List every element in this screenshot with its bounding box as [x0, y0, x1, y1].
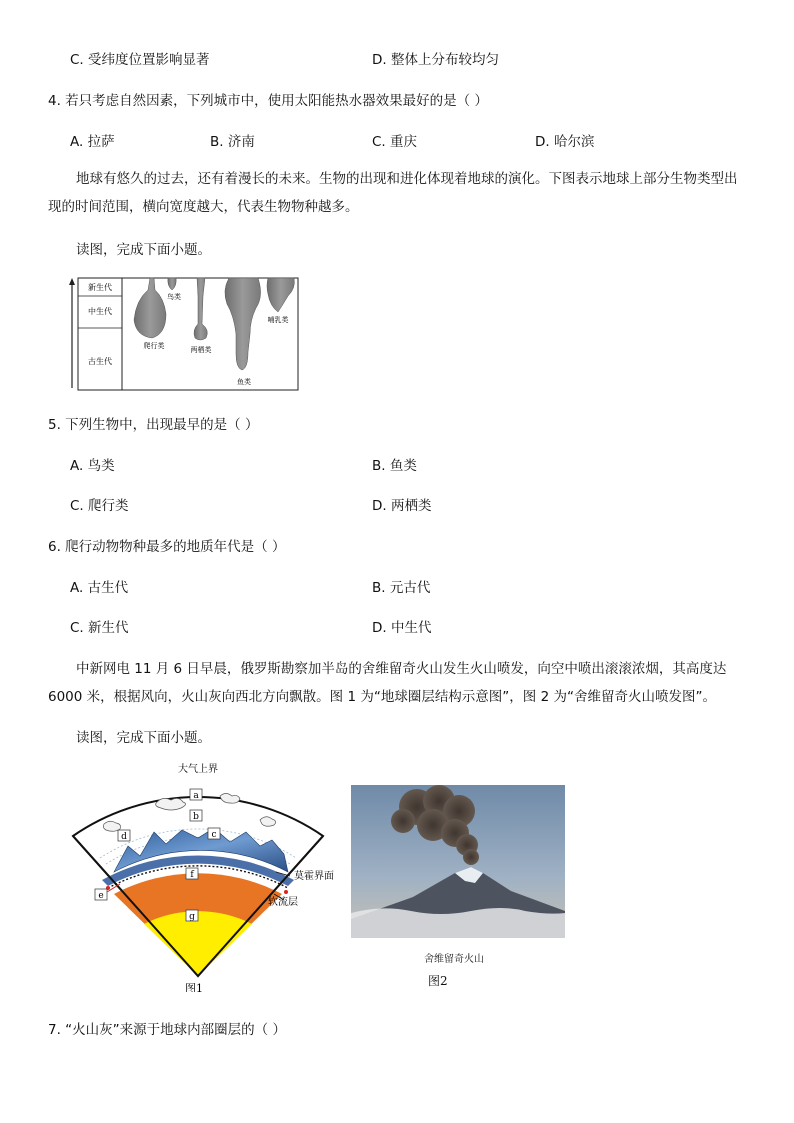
svg-text:f: f: [190, 870, 194, 880]
label-e: [95, 889, 107, 901]
q4-option-c: C. 重庆: [372, 134, 418, 150]
era-mesozoic: 中生代: [88, 307, 112, 316]
era-paleozoic: 古生代: [88, 357, 112, 366]
q5-option-c: C. 爬行类: [70, 498, 129, 514]
label-c: [208, 828, 220, 840]
amphibian-label: 两栖类: [190, 346, 212, 354]
q4-option-b: B. 济南: [210, 134, 255, 150]
evolution-diagram: [64, 276, 304, 394]
svg-text:e: e: [98, 891, 104, 901]
era-cenozoic: 新生代: [88, 283, 112, 292]
figure2-caption: 图2: [428, 974, 448, 988]
earth-layers-diagram: [62, 760, 352, 992]
q5-stem: 5. 下列生物中，出现最早的是（ ）: [48, 417, 259, 433]
q4-stem: 4. 若只考虑自然因素，下列城市中，使用太阳能热水器效果最好的是（ ）: [48, 93, 488, 109]
atmosphere-top-label: 大气上界: [178, 764, 218, 775]
q4-option-a: A. 拉萨: [70, 134, 115, 150]
reptile-label: 爬行类: [143, 342, 165, 350]
read-instruction-2: 读图，完成下面小题。: [76, 730, 211, 746]
svg-text:d: d: [121, 832, 127, 842]
q5-option-d: D. 两栖类: [372, 498, 432, 514]
diagram-frame: [78, 278, 298, 390]
svg-text:g: g: [189, 912, 195, 922]
q3-option-c: C. 受纬度位置影响显著: [70, 52, 210, 68]
q3-option-d: D. 整体上分布较均匀: [372, 52, 499, 68]
time-arrowhead: [69, 278, 75, 285]
passage-evolution: 地球有悠久的过去，还有着漫长的未来。生物的出现和进化体现着地球的演化。下图表示地球上部分生物类型出现的时间范围，横向宽度越大，代表生物物种越多。: [48, 171, 738, 215]
q6-option-d: D. 中生代: [372, 620, 432, 636]
q7-stem: 7. “火山灰”来源于地球内部圈层的（ ）: [48, 1022, 286, 1038]
svg-text:c: c: [211, 830, 217, 840]
q4-option-d: D. 哈尔滨: [535, 134, 595, 150]
q5-option-b: B. 鱼类: [372, 458, 417, 474]
label-b: [190, 810, 202, 822]
passage-volcano-line2: 6000 米，根据风向，火山灰向西北方向飘散。图 1 为“地球圈层结构示意图”，图 2 为“舍维留奇火山喷发图”。: [48, 689, 716, 705]
photo-caption: 舍维留奇火山: [424, 954, 484, 965]
label-d: [118, 830, 130, 842]
label-f: [186, 868, 198, 880]
bird-label: 鸟类: [167, 293, 181, 301]
svg-text:a: a: [193, 791, 199, 801]
passage-volcano-line1: 中新网电 11 月 6 日早晨，俄罗斯勘察加半岛的舍维留奇火山发生火山喷发，向空中喷出滚滚浓烟，其高度达: [76, 661, 727, 677]
figure1-caption: 图1: [185, 982, 203, 992]
q6-option-b: B. 元古代: [372, 580, 431, 596]
mammal-label: 哺乳类: [267, 316, 289, 324]
q6-option-c: C. 新生代: [70, 620, 129, 636]
q5-option-a: A. 鸟类: [70, 458, 115, 474]
asthenosphere-label: 软流层: [268, 897, 298, 908]
read-instruction-1: 读图，完成下面小题。: [76, 242, 211, 258]
label-g: [186, 910, 198, 922]
volcano-photo: [351, 785, 565, 938]
moho-label: 莫霍界面: [294, 871, 334, 882]
label-a: [190, 789, 202, 801]
svg-text:b: b: [193, 812, 199, 822]
q6-stem: 6. 爬行动物物种最多的地质年代是（ ）: [48, 539, 286, 555]
q6-option-a: A. 古生代: [70, 580, 129, 596]
fish-label: 鱼类: [237, 378, 251, 386]
